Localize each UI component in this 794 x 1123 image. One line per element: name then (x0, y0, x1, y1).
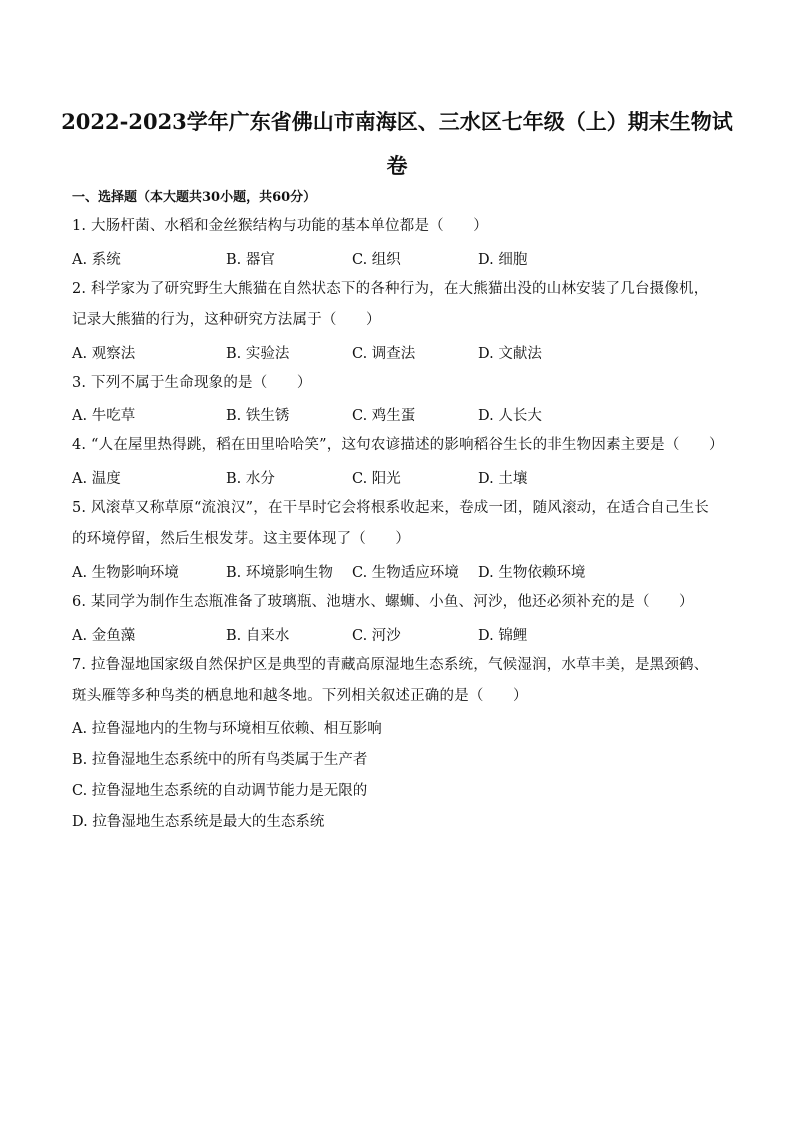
option-b: B. 拉鲁湿地生态系统中的所有鸟类属于生产者 (72, 752, 368, 768)
option-a: A. 观察法 (72, 346, 136, 362)
option-c: C. 组织 (352, 252, 401, 268)
option-row (72, 342, 722, 366)
option-a: A. 系统 (72, 252, 121, 268)
option-row (72, 467, 722, 491)
option-a: A. 牛吃草 (72, 408, 136, 424)
option-c: C. 河沙 (352, 628, 401, 644)
option-a: A. 生物影响环境 (72, 565, 179, 581)
question-stem: 7. 拉鲁湿地国家级自然保护区是典型的青藏高原湿地生态系统，气候湿润，水草丰美，是黑颈鹤、斑头雁等多种鸟类的栖息地和越冬地。下列相关叙述正确的是（ ） (72, 657, 709, 704)
option-c: C. 阳光 (352, 471, 401, 487)
option-c: C. 生物适应环境 (352, 565, 459, 581)
exam-title: 2022-2023学年广东省佛山市南海区、三水区七年级（上）期末生物试卷 (61, 109, 733, 178)
question-stem: 3. 下列不属于生命现象的是（ ） (72, 375, 312, 391)
option-d: D. 生物依赖环境 (478, 565, 586, 581)
option-b: B. 水分 (226, 471, 275, 487)
option-c: C. 鸡生蛋 (352, 408, 416, 424)
option-b: B. 环境影响生物 (226, 565, 333, 581)
question-stem: 1. 大肠杆菌、水稻和金丝猴结构与功能的基本单位都是（ ） (72, 218, 488, 234)
question-stem: 6. 某同学为制作生态瓶准备了玻璃瓶、池塘水、螺蛳、小鱼、河沙，他还必须补充的是（ ） (72, 594, 694, 610)
option-d: D. 人长大 (478, 408, 542, 424)
option-c: C. 调查法 (352, 346, 416, 362)
option-row (72, 624, 722, 648)
option-row (72, 561, 722, 585)
section-heading: 一、选择题（本大题共30小题，共60分） (72, 190, 317, 205)
option-d: D. 锦鲤 (478, 628, 528, 644)
question-stem: 2. 科学家为了研究野生大熊猫在自然状态下的各种行为，在大熊猫出没的山林安装了几台摄像机，记录大熊猫的行为，这种研究方法属于（ ） (72, 281, 709, 328)
option-a: A. 金鱼藻 (72, 628, 136, 644)
option-a: A. 拉鲁湿地内的生物与环境相互依赖、相互影响 (72, 721, 382, 737)
option-d: D. 细胞 (478, 252, 528, 268)
option-d: D. 土壤 (478, 471, 528, 487)
option-d: D. 文献法 (478, 346, 542, 362)
option-b: B. 实验法 (226, 346, 290, 362)
option-c: C. 拉鲁湿地生态系统的自动调节能力是无限的 (72, 783, 368, 799)
option-b: B. 器官 (226, 252, 275, 268)
option-a: A. 温度 (72, 471, 121, 487)
option-row (72, 248, 722, 272)
question-stem: 4. “人在屋里热得跳，稻在田里哈哈笑”，这句农谚描述的影响稻谷生长的非生物因素主要是（ ） (72, 437, 724, 453)
option-d: D. 拉鲁湿地生态系统是最大的生态系统 (72, 814, 325, 830)
option-b: B. 自来水 (226, 628, 290, 644)
option-b: B. 铁生锈 (226, 408, 290, 424)
question-stem: 5. 风滚草又称草原“流浪汉”，在干旱时它会将根系收起来，卷成一团，随风滚动，在适合自己生长的环境停留，然后生根发芽。这主要体现了（ ） (72, 500, 709, 547)
option-row (72, 404, 722, 428)
